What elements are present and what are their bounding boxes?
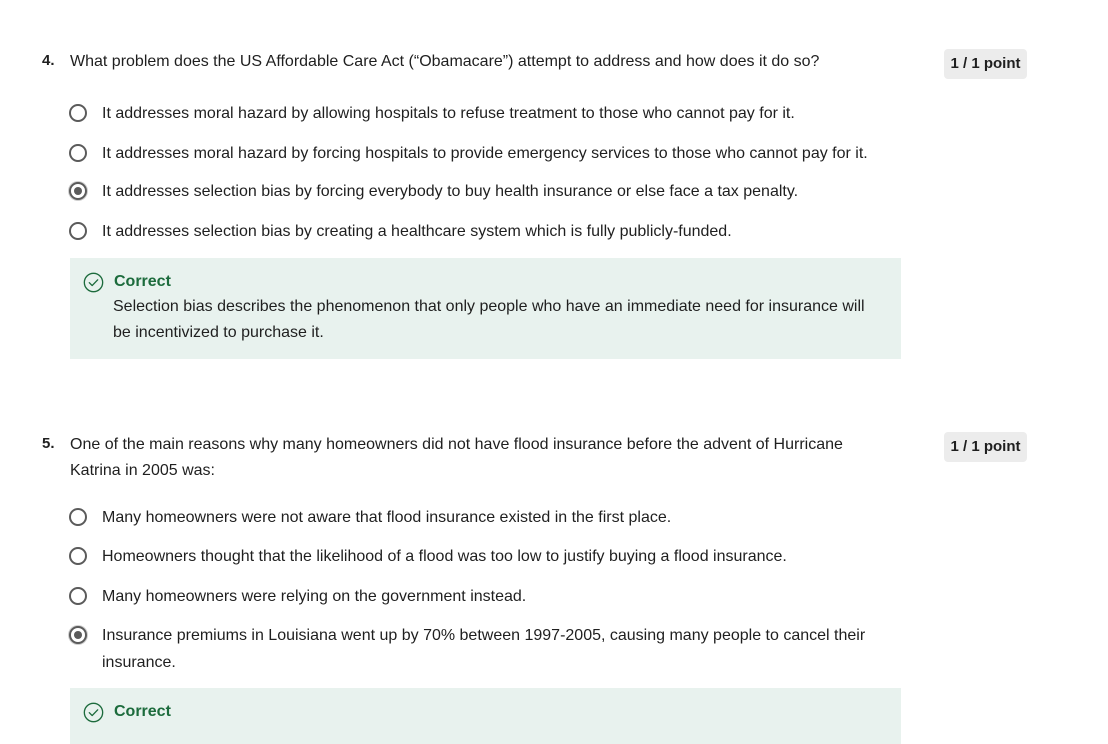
feedback-panel bbox=[70, 688, 901, 744]
option-label[interactable]: It addresses selection bias by creating a healthcare system which is fully publicly-funded. bbox=[102, 223, 732, 240]
radio-button[interactable] bbox=[69, 144, 87, 162]
feedback-text: Selection bias describes the phenomenon that only people who have an immediate need for insurance will be incentivized to purchase it. bbox=[113, 298, 865, 341]
question-text: One of the main reasons why many homeowners did not have flood insurance before the advent of Hurricane Katrina in 2005 was: bbox=[70, 436, 843, 479]
radio-button[interactable] bbox=[69, 587, 87, 605]
question-number: 5. bbox=[42, 435, 55, 452]
question-number: 4. bbox=[42, 52, 55, 69]
radio-button[interactable] bbox=[69, 104, 87, 122]
question-text: What problem does the US Affordable Care Act (“Obamacare”) attempt to address and how does it do so? bbox=[70, 53, 820, 70]
radio-button[interactable] bbox=[69, 547, 87, 565]
feedback-title: Correct bbox=[114, 273, 171, 290]
option-label[interactable]: Many homeowners were relying on the government instead. bbox=[102, 588, 527, 605]
points-badge: 1 / 1 point bbox=[944, 432, 1027, 462]
option-label[interactable]: Homeowners thought that the likelihood of a flood was too low to justify buying a flood insurance. bbox=[102, 548, 787, 565]
option-label[interactable]: Many homeowners were not aware that flood insurance existed in the first place. bbox=[102, 509, 672, 526]
radio-button-selected[interactable] bbox=[69, 182, 87, 200]
option-label[interactable]: It addresses moral hazard by forcing hospitals to provide emergency services to those who cannot pay for it. bbox=[102, 145, 868, 162]
radio-button-selected[interactable] bbox=[69, 626, 87, 644]
radio-button[interactable] bbox=[69, 508, 87, 526]
points-badge: 1 / 1 point bbox=[944, 49, 1027, 79]
option-label[interactable]: It addresses selection bias by forcing everybody to buy health insurance or else face a tax penalty. bbox=[102, 183, 799, 200]
radio-button[interactable] bbox=[69, 222, 87, 240]
feedback-panel bbox=[70, 258, 901, 359]
option-label[interactable]: Insurance premiums in Louisiana went up by 70% between 1997-2005, causing many people to cancel their insurance. bbox=[102, 627, 866, 671]
check-circle-icon bbox=[83, 272, 104, 293]
feedback-title: Correct bbox=[114, 703, 171, 720]
option-label[interactable]: It addresses moral hazard by allowing hospitals to refuse treatment to those who cannot pay for it. bbox=[102, 105, 795, 122]
check-circle-icon bbox=[83, 702, 104, 723]
